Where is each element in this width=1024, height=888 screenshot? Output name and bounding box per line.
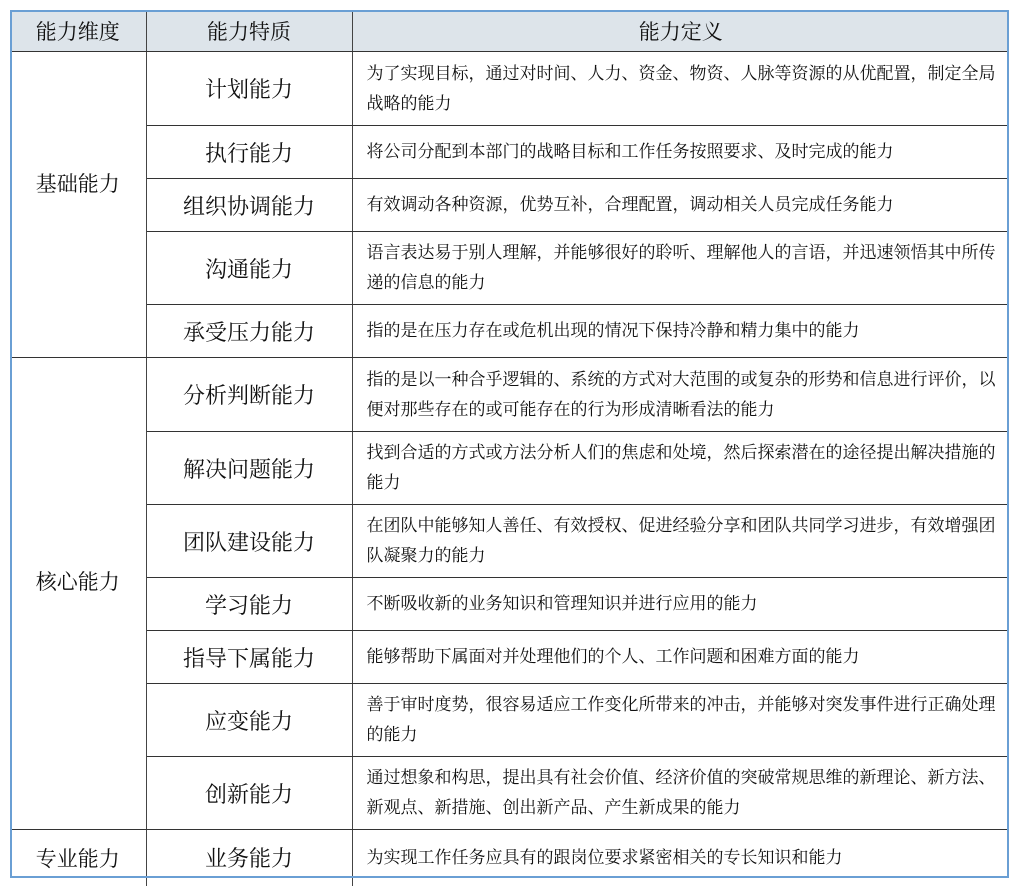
table-border	[10, 10, 1009, 878]
definition-cell: 找到合适的方式或方法分析人们的焦虑和处境，然后探索潜在的途径提出解决措施的能力	[352, 432, 1009, 505]
dimension-cell: 基础能力	[10, 52, 146, 358]
definition-cell: 指的是在压力存在或危机出现的情况下保持冷静和精力集中的能力	[352, 305, 1009, 358]
trait-cell: 组织协调能力	[146, 179, 352, 232]
trait-cell: 创新能力	[146, 757, 352, 830]
definition-cell: 不断吸收新的业务知识和管理知识并进行应用的能力	[352, 578, 1009, 631]
definition-cell: 能够帮助下属面对并处理他们的个人、工作问题和困难方面的能力	[352, 631, 1009, 684]
definition-cell: 指的是以一种合乎逻辑的、系统的方式对大范围的或复杂的形势和信息进行评价，以便对那些存在的或可能存在的行为形成清晰看法的能力	[352, 358, 1009, 432]
trait-cell: 承受压力能力	[146, 305, 352, 358]
trait-cell: 执行能力	[146, 126, 352, 179]
trait-cell: 计划能力	[146, 52, 352, 126]
definition-cell: 语言表达易于别人理解，并能够很好的聆听、理解他人的言语，并迅速领悟其中所传递的信息的能力	[352, 232, 1009, 305]
definition-cell: 为了实现目标，通过对时间、人力、资金、物资、人脉等资源的从优配置，制定全局战略的能力	[352, 52, 1009, 126]
header-dimension: 能力维度	[10, 10, 146, 52]
header-trait: 能力特质	[146, 10, 352, 52]
trait-cell: 沟通能力	[146, 232, 352, 305]
trait-cell: 指导下属能力	[146, 631, 352, 684]
definition-cell: 为实现工作任务应具有的跟岗位要求紧密相关的专长知识和能力	[366, 847, 843, 868]
dimension-cell: 专业能力	[10, 830, 146, 886]
trait-cell: 学习能力	[146, 578, 352, 631]
trait-cell: 分析判断能力	[146, 358, 352, 432]
trait-cell: 团队建设能力	[146, 505, 352, 578]
definition-cell: 通过想象和构思，提出具有社会价值、经济价值的突破常规思维的新理论、新方法、新观点、新措施、创出新产品、产生新成果的能力	[352, 757, 1009, 830]
definition-cell: 善于审时度势，很容易适应工作变化所带来的冲击，并能够对突发事件进行正确处理的能力	[352, 684, 1009, 757]
definition-cell: 在团队中能够知人善任、有效授权、促进经验分享和团队共同学习进步，有效增强团队凝聚力的能力	[352, 505, 1009, 578]
header-definition: 能力定义	[352, 10, 1009, 52]
trait-cell: 解决问题能力	[146, 432, 352, 505]
dimension-cell: 核心能力	[10, 358, 146, 830]
trait-cell: 应变能力	[146, 684, 352, 757]
trait-cell: 业务能力	[146, 830, 352, 886]
definition-cell: 有效调动各种资源，优势互补，合理配置，调动相关人员完成任务能力	[352, 179, 1009, 232]
definition-cell: 将公司分配到本部门的战略目标和工作任务按照要求、及时完成的能力	[352, 126, 1009, 179]
